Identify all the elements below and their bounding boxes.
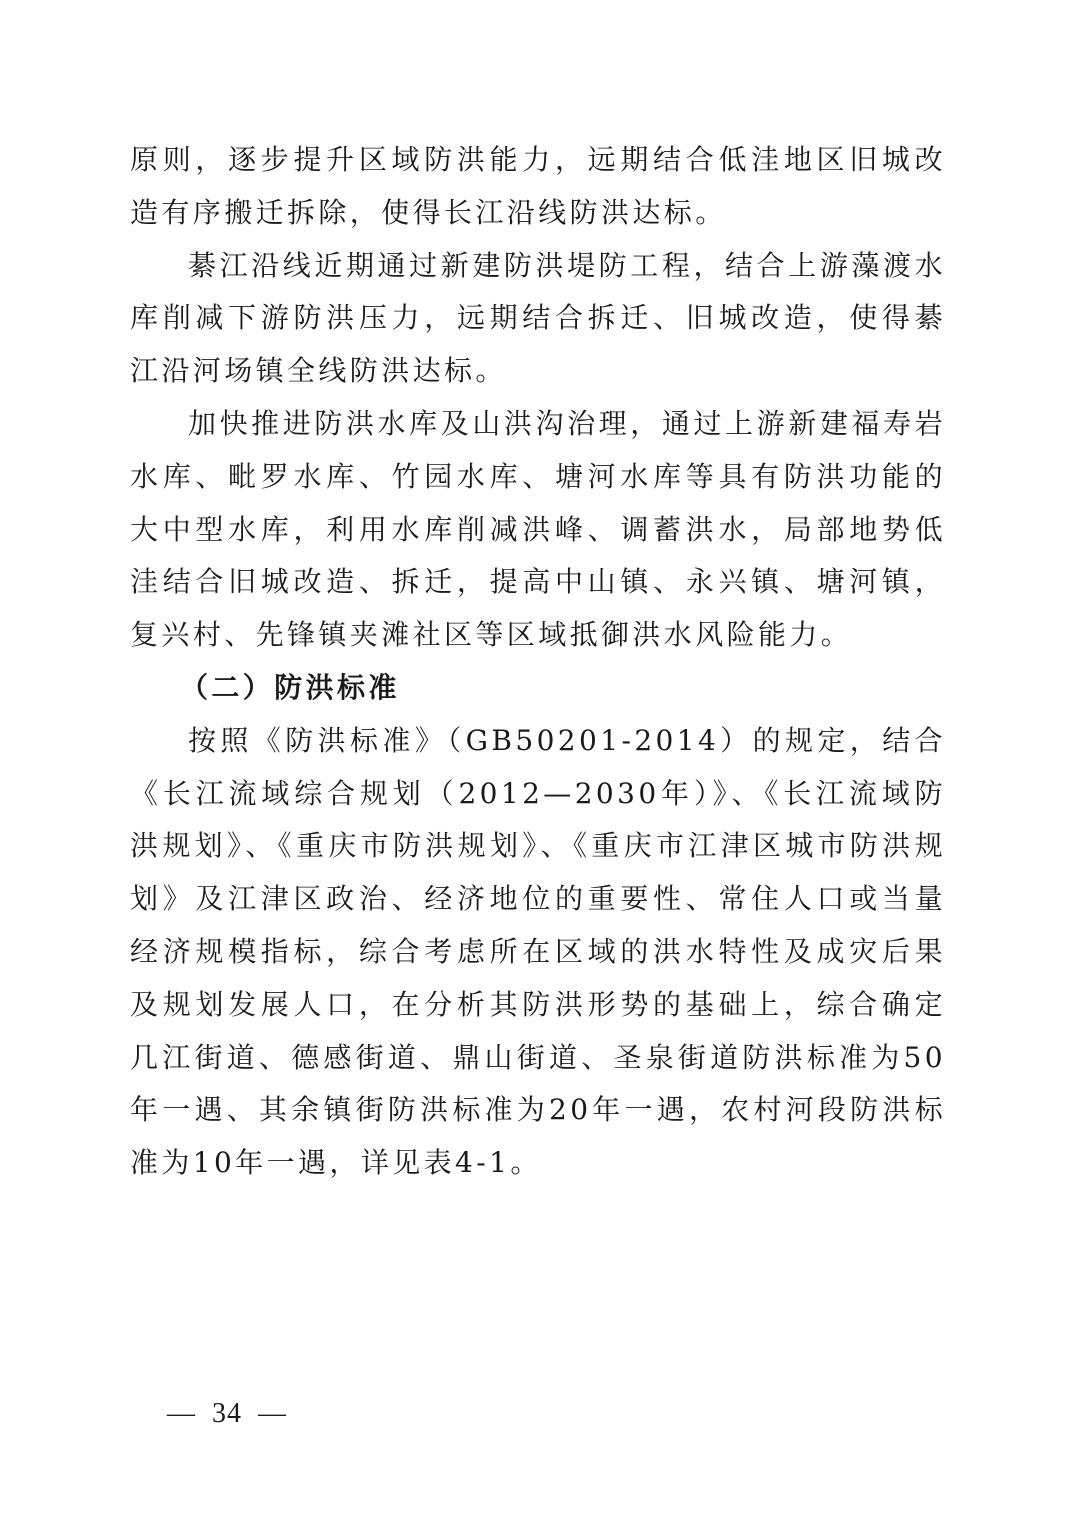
section-heading-flood-standard: （二）防洪标准 — [180, 670, 400, 704]
page-number: — 34 — — [167, 1398, 287, 1429]
paragraph-qijiang-flood-control: 綦江沿线近期通过新建防洪堤防工程，结合上游藻渡水库削减下游防洪压力，远期结合拆迁、旧城改造，使得綦江沿河场镇全线防洪达标。 — [130, 248, 946, 388]
document-body — [130, 134, 946, 1190]
paragraph-continuation: 原则，逐步提升区域防洪能力，远期结合低洼地区旧城改造有序搬迁拆除，使得长江沿线防洪达标。 — [130, 143, 946, 229]
paragraph-flood-standard: 按照《防洪标准》（GB50201-2014）的规定，结合《长江流域综合规划（2012—2030年）》、《长江流域防洪规划》、《重庆市防洪规划》、《重庆市江津区城市防洪规划》及江津区政治、经济地位的重要性、常住人口或当量经济规模指标，综合考虑所在区域的洪水特性及成灾后果及规划发展人口，在分析其防洪形势的基础上，综合确定几江街道、德感街道、鼎山街道、圣泉街道防洪标准为50年一遇、其余镇街防洪标准为20年一遇，农村河段防洪标准为10年一遇，详见表4-1。 — [130, 723, 946, 1180]
paragraph-reservoir-governance: 加快推进防洪水库及山洪沟治理，通过上游新建福寿岩水库、毗罗水库、竹园水库、塘河水库等具有防洪功能的大中型水库，利用水库削减洪峰、调蓄洪水，局部地势低洼结合旧城改造、拆迁，提高中山镇、永兴镇、塘河镇，复兴村、先锋镇夹滩社区等区域抵御洪水风险能力。 — [130, 406, 946, 652]
